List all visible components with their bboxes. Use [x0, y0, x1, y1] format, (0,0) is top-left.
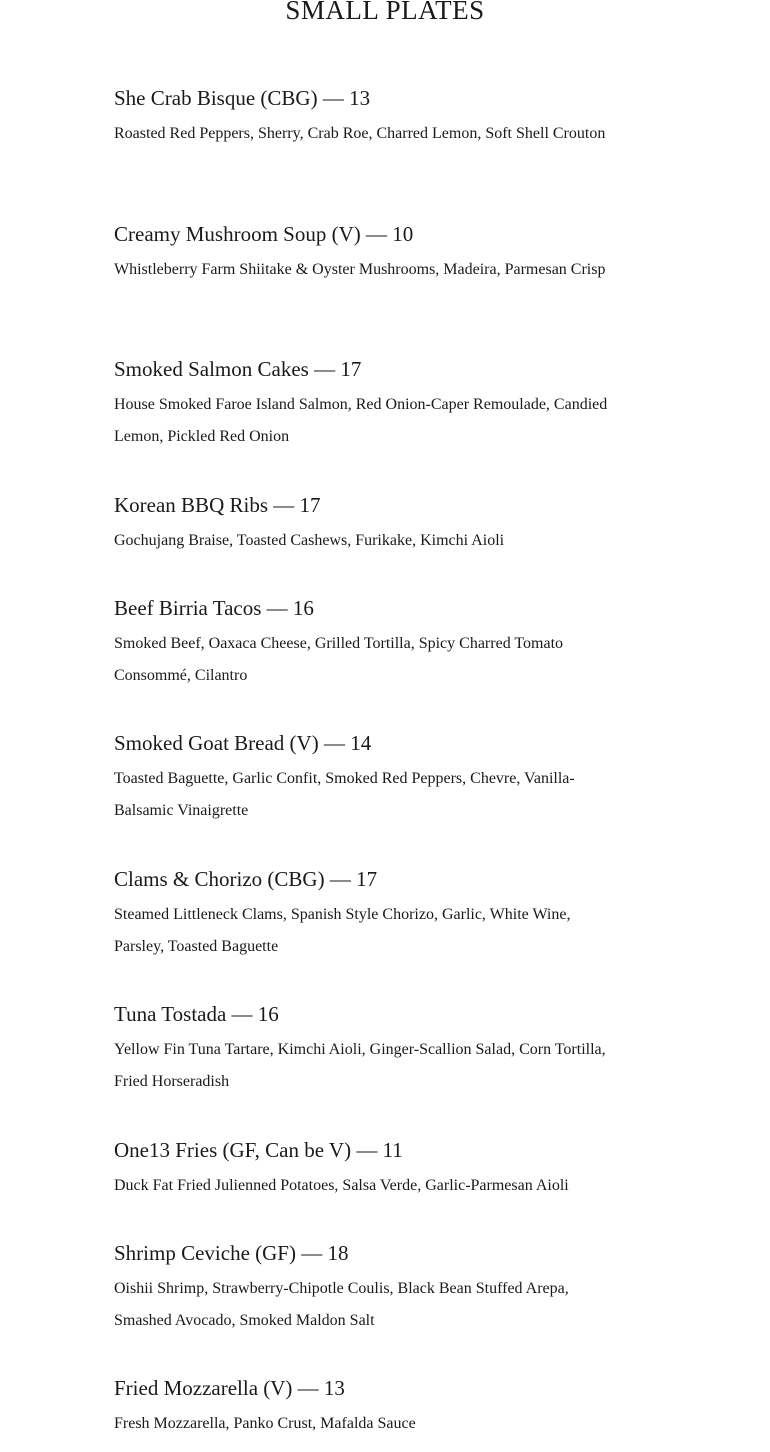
- menu-item-description: Whistleberry Farm Shiitake & Oyster Mushrooms, Madeira, Parmesan Crisp: [114, 261, 606, 278]
- menu-item-title: Korean BBQ Ribs — 17: [114, 493, 321, 517]
- menu-item-fried-mozzarella: [114, 1372, 614, 1452]
- menu-item-description: Smoked Beef, Oaxaca Cheese, Grilled Tortilla, Spicy Charred Tomato Consommé, Cilantro: [114, 635, 564, 684]
- section-title: SMALL PLATES: [285, 0, 485, 25]
- menu-item-title: Smoked Goat Bread (V) — 14: [114, 731, 372, 755]
- menu-item-one13-fries: [114, 1134, 614, 1237]
- menu-item-description: Roasted Red Peppers, Sherry, Crab Roe, Charred Lemon, Soft Shell Crouton: [114, 125, 606, 142]
- menu-item-title: Smoked Salmon Cakes — 17: [114, 357, 362, 381]
- menu-item-smoked-salmon-cakes: [114, 353, 614, 489]
- menu-item-title: She Crab Bisque (CBG) — 13: [114, 86, 371, 110]
- menu-item-title: Shrimp Ceviche (GF) — 18: [114, 1241, 349, 1265]
- menu-item-title: One13 Fries (GF, Can be V) — 11: [114, 1138, 403, 1162]
- menu-item-shrimp-ceviche: [114, 1237, 614, 1372]
- menu-item-she-crab-bisque: [114, 82, 614, 218]
- menu-item-description: Steamed Littleneck Clams, Spanish Style Chorizo, Garlic, White Wine, Parsley, Toasted Baguette: [114, 906, 571, 955]
- menu-item-beef-birria-tacos: [114, 592, 614, 727]
- menu-item-description: Fresh Mozzarella, Panko Crust, Mafalda Sauce: [114, 1415, 416, 1432]
- menu-item-description: Oishii Shrimp, Strawberry-Chipotle Coulis, Black Bean Stuffed Arepa, Smashed Avocado, Smoked Maldon Salt: [114, 1280, 569, 1329]
- menu-item-description: Duck Fat Fried Julienned Potatoes, Salsa Verde, Garlic-Parmesan Aioli: [114, 1177, 569, 1194]
- menu-list: [114, 82, 614, 1452]
- menu-item-title: Beef Birria Tacos — 16: [114, 596, 314, 620]
- menu-item-tuna-tostada: [114, 998, 614, 1134]
- menu-item-title: Tuna Tostada — 16: [114, 1002, 279, 1026]
- menu-item-korean-bbq-ribs: [114, 489, 614, 592]
- menu-item-title: Fried Mozzarella (V) — 13: [114, 1376, 345, 1400]
- menu-item-smoked-goat-bread: [114, 727, 614, 863]
- menu-item-description: Yellow Fin Tuna Tartare, Kimchi Aioli, Ginger-Scallion Salad, Corn Tortilla, Fried Horseradish: [114, 1041, 606, 1090]
- menu-item-clams-chorizo: [114, 863, 614, 998]
- menu-item-title: Creamy Mushroom Soup (V) — 10: [114, 222, 414, 246]
- menu-item-creamy-mushroom-soup: [114, 218, 614, 353]
- menu-item-title: Clams & Chorizo (CBG) — 17: [114, 867, 378, 891]
- menu-item-description: Toasted Baguette, Garlic Confit, Smoked Red Peppers, Chevre, Vanilla-Balsamic Vinaigrette: [114, 770, 575, 819]
- menu-item-description: House Smoked Faroe Island Salmon, Red Onion-Caper Remoulade, Candied Lemon, Pickled Red Onion: [114, 396, 608, 445]
- menu-item-description: Gochujang Braise, Toasted Cashews, Furikake, Kimchi Aioli: [114, 532, 505, 549]
